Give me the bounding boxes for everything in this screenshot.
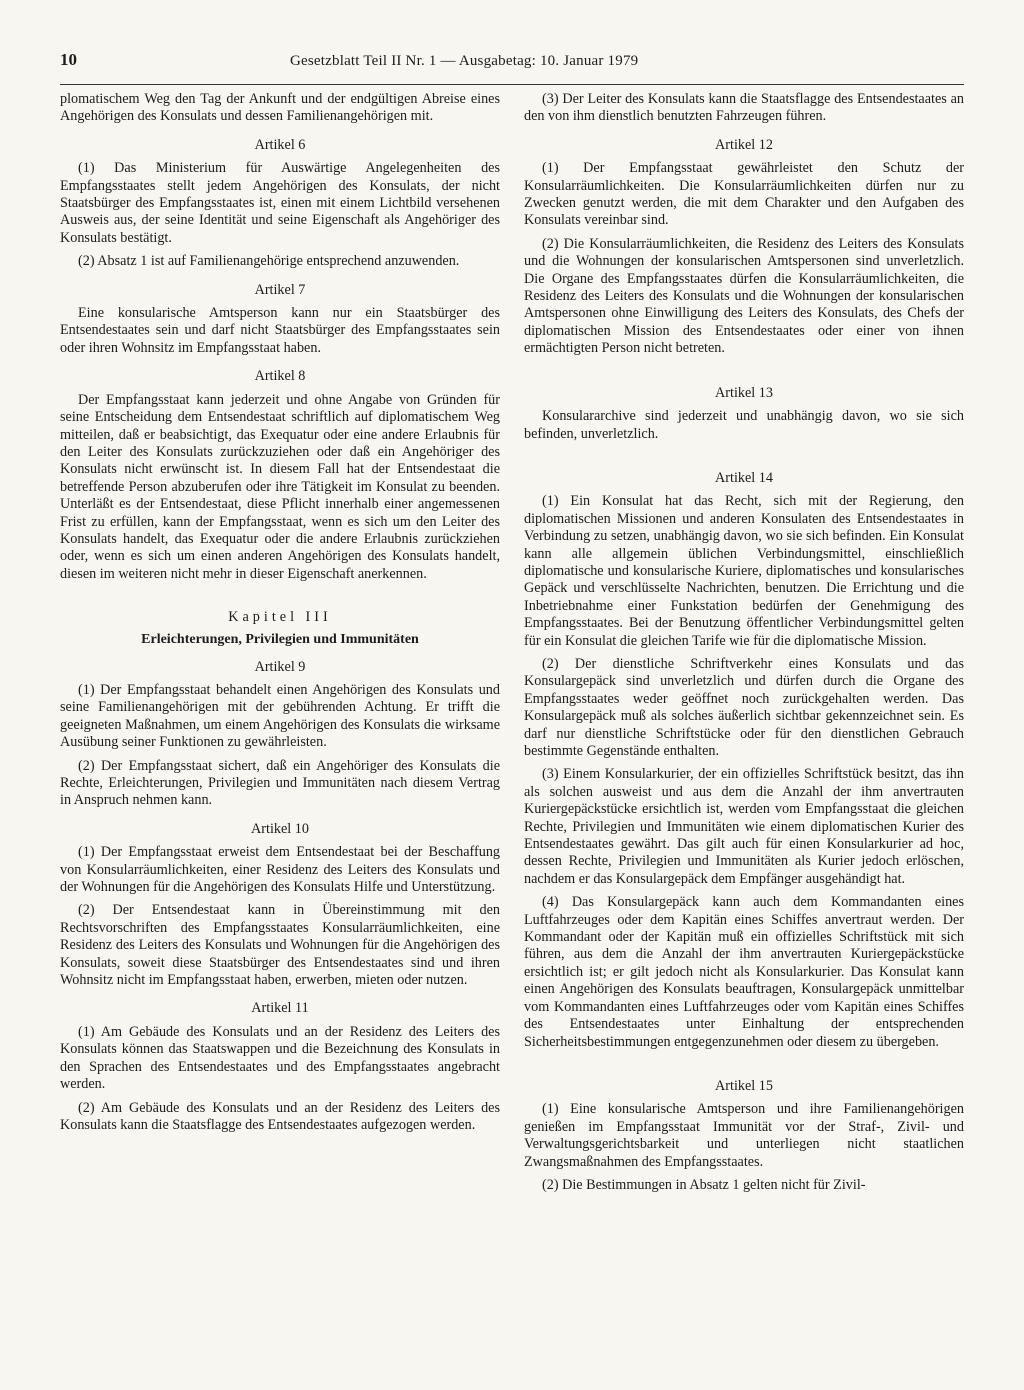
article-15-paragraph-1: (1) Eine konsularische Amtsperson und ihre Familienangehörigen genießen im Empfangsstaat Immunität vor der Straf-, Zivil- und Verwaltungsgerichtsbarkeit und unterliegen nicht staatlichen Zwangsmaßnahmen des Empfangsstaates. [524, 1101, 964, 1170]
article-9-paragraph-1: (1) Der Empfangsstaat behandelt einen Angehörigen des Konsulats und seine Familienangehörigen mit der gebührenden Achtung. Er trifft die geeigneten Maßnahmen, um einem Angehörigen des Konsulats die wirksame Ausübung seiner Funktionen zu gewährleisten. [60, 681, 500, 751]
article-11-paragraph-3: (3) Der Leiter des Konsulats kann die Staatsflagge des Entsendestaates an den von ihm dienstlich benutzten Fahrzeugen führen. [524, 91, 964, 125]
text-columns [60, 91, 964, 1200]
article-14-paragraph-3: (3) Einem Konsularkurier, der ein offizielles Schriftstück besitzt, das ihn als solchen ausweist und aus dem die Anzahl der ihm anvertrauten Kuriergepäckstücke ersichtlich ist, werden vom Empfangsstaat die gleichen Rechte, Privilegien und Immunitäten wie einem diplomatischen Kurier des Entsendestaates gewährt. Das gilt auch für einen Konsularkurier ad hoc, dessen Rechte, Privilegien und Immunitäten als Kurier jedoch erlöschen, nachdem er das Konsulargepäck dem Empfänger ausgehändigt hat. [524, 766, 964, 887]
chapter-heading: Kapitel III [228, 609, 332, 626]
article-11-heading: Artikel 11 [251, 1000, 309, 1017]
spacer [524, 449, 964, 459]
article-8-heading: Artikel 8 [254, 368, 306, 385]
article-13-heading: Artikel 13 [715, 384, 773, 401]
article-10-heading: Artikel 10 [251, 820, 309, 837]
page-header [60, 50, 964, 85]
article-6-paragraph-2: (2) Absatz 1 ist auf Familienangehörige entsprechend anzuwenden. [78, 253, 460, 270]
article-11-paragraph-1: (1) Am Gebäude des Konsulats und an der Residenz des Leiters des Konsulats können das Staatswappen und die Bezeichnung des Konsulats in den Sprachen des Entsendestaates und des Empfangsstaates angebracht werden. [60, 1023, 500, 1093]
chapter-title: Erleichterungen, Privilegien und Immunitäten [141, 631, 419, 647]
article-15-heading: Artikel 15 [715, 1077, 773, 1094]
article-13-paragraph-1: Konsulararchive sind jederzeit und unabhängig davon, wo sie sich befinden, unverletzlich. [524, 408, 964, 442]
article-15-paragraph-2: (2) Die Bestimmungen in Absatz 1 gelten nicht für Zivil- [542, 1176, 866, 1193]
spacer [524, 1057, 964, 1067]
article-12-paragraph-2: (2) Die Konsularräumlichkeiten, die Residenz des Leiters des Konsulats und die Wohnungen der konsularischen Amtspersonen sind unverletzlich. Die Organe des Empfangsstaates dürfen die Konsularräumlichkeiten, die Residenz des Leiters des Konsulats und die Wohnungen der konsularischen Amtspersonen ohne Einwilligung des Leiters des Konsulats, des Chefs der diplomatischen Mission des Entsendestaates oder einer von ihnen ermächtigten Person nicht betreten. [524, 235, 964, 357]
right-column [524, 91, 964, 1200]
article-14-paragraph-4: (4) Das Konsulargepäck kann auch dem Kommandanten eines Luftfahrzeuges oder dem Kapitän eines Schiffes anvertraut werden. Der Kommandant oder der Kapitän muß ein offizielles Schriftstück mit sich führen, aus dem die Anzahl der ihm anvertrauten Kuriergepäckstücke ersichtlich ist; er gilt jedoch nicht als Konsularkurier. Das Konsulat kann einen Angehörigen des Konsulats beauftragen, Konsulargepäck unmittelbar vom Kommandanten eines Luftfahrzeuges oder vom Kapitän eines Schiffes des Entsendestaates unter Einhaltung der entsprechenden Sicherheitsbestimmungen entgegenzunehmen oder diesem zu übergeben. [524, 894, 964, 1050]
article-8-paragraph-1: Der Empfangsstaat kann jederzeit und ohne Angabe von Gründen für seine Entscheidung dem Entsendestaat schriftlich auf diplomatischem Weg mitteilen, daß er beabsichtigt, das Exequatur oder eine andere Erlaubnis für den Leiter des Konsulats zurückzuziehen oder daß ein Angehöriger des Konsulats nicht erwünscht ist. In diesem Fall hat der Entsendestaat die betreffende Person abzuberufen oder ihre Tätigkeit im Konsulat zu beenden. Unterläßt es der Entsendestaat, diese Pflicht innerhalb einer angemessenen Frist zu erfüllen, kann der Empfangsstaat, wenn es sich um den Leiter des Konsulats handelt, das Exequatur oder die andere Erlaubnis zurückziehen oder, wenn es sich um einen anderen Angehörigen des Konsulats handelt, diesen im weiteren nicht mehr in dieser Eigenschaft anerkennen. [60, 391, 500, 582]
page-number: 10 [60, 50, 77, 69]
paragraph-continued: plomatischem Weg den Tag der Ankunft und der endgültigen Abreise eines Angehörigen des Konsulats und dessen Familienangehörigen mit. [60, 91, 500, 125]
article-11-paragraph-2: (2) Am Gebäude des Konsulats und an der Residenz des Leiters des Konsulats kann die Staatsflagge des Entsendestaates aufgezogen werden. [60, 1099, 500, 1133]
article-9-heading: Artikel 9 [254, 658, 306, 675]
article-12-paragraph-1: (1) Der Empfangsstaat gewährleistet den Schutz der Konsularräumlichkeiten. Die Konsularräumlichkeiten dürfen nur zu Zwecken genutzt werden, die mit dem Charakter und den Aufgaben des Konsulats vereinbar sind. [524, 160, 964, 229]
article-7-paragraph-1: Eine konsularische Amtsperson kann nur ein Staatsbürger des Entsendestaates sein und darf nicht Staatsbürger des Empfangsstaates sein oder ihren Wohnsitz im Empfangsstaat haben. [60, 305, 500, 356]
spacer [524, 364, 964, 374]
article-14-paragraph-2: (2) Der dienstliche Schriftverkehr eines Konsulats und das Konsulargepäck sind unverletzlich und dürfen durch die Organe des Empfangsstaates weder geöffnet noch zurückgehalten werden. Das Konsulargepäck muß als solches äußerlich sichtbar gekennzeichnet sein. Es darf nur dienstliche Schriftstücke oder für den dienstlichen Gebrauch bestimmte Gegenstände enthalten. [524, 655, 964, 759]
article-14-paragraph-1: (1) Ein Konsulat hat das Recht, sich mit der Regierung, den diplomatischen Missionen und anderen Konsulaten des Entsendestaates in Verbindung zu setzen, unabhängig davon, wo sie sich befinden. Ein Konsulat kann alle allgemein üblichen Verbindungsmittel, einschließlich diplomatische und konsularische Kuriere, diplomatisches und konsularisches Gepäck und verschlüsselte Nachrichten, benutzen. Die Errichtung und die Inbetriebnahme einer Funkstation bedürfen der Genehmigung des Empfangsstaates. Bei der Benutzung öffentlicher Verbindungsmittel gelten für ein Konsulat die gleichen Tarife wie für die diplomatische Mission. [524, 493, 964, 649]
article-14-heading: Artikel 14 [715, 469, 773, 486]
running-title: Gesetzblatt Teil II Nr. 1 — Ausgabetag: 10. Januar 1979 [290, 53, 639, 69]
article-12-heading: Artikel 12 [715, 136, 773, 153]
left-column [60, 91, 500, 1200]
article-10-paragraph-1: (1) Der Empfangsstaat erweist dem Entsendestaat bei der Beschaffung von Konsularräumlichkeiten, einer Residenz des Leiters des Konsulats und der Wohnungen für die Angehörigen des Konsulats Hilfe und Unterstützung. [60, 844, 500, 896]
article-6-paragraph-1: (1) Das Ministerium für Auswärtige Angelegenheiten des Empfangsstaates stellt jedem Angehörigen des Konsulats, der nicht Staatsbürger des Empfangsstaates ist, einen mit einem Lichtbild versehenen Ausweis aus, der seine Identität und seine Eigenschaft als Angehöriger des Konsulats bestätigt. [60, 160, 500, 246]
article-7-heading: Artikel 7 [254, 281, 306, 298]
article-10-paragraph-2: (2) Der Entsendestaat kann in Übereinstimmung mit den Rechtsvorschriften des Empfangsstaates Konsularräumlichkeiten, eine Residenz des Leiters des Konsulats und Wohnungen für die Angehörigen des Konsulats, soweit diese Staatsbürger des Entsendestaates sind und ihren Wohnsitz nicht im Empfangsstaat haben, erwerben, mieten oder nutzen. [60, 902, 500, 989]
article-9-paragraph-2: (2) Der Empfangsstaat sichert, daß ein Angehöriger des Konsulats die Rechte, Erleichterungen, Privilegien und Immunitäten nach diesem Vertrag in Anspruch nehmen kann. [60, 757, 500, 809]
article-6-heading: Artikel 6 [254, 136, 306, 153]
